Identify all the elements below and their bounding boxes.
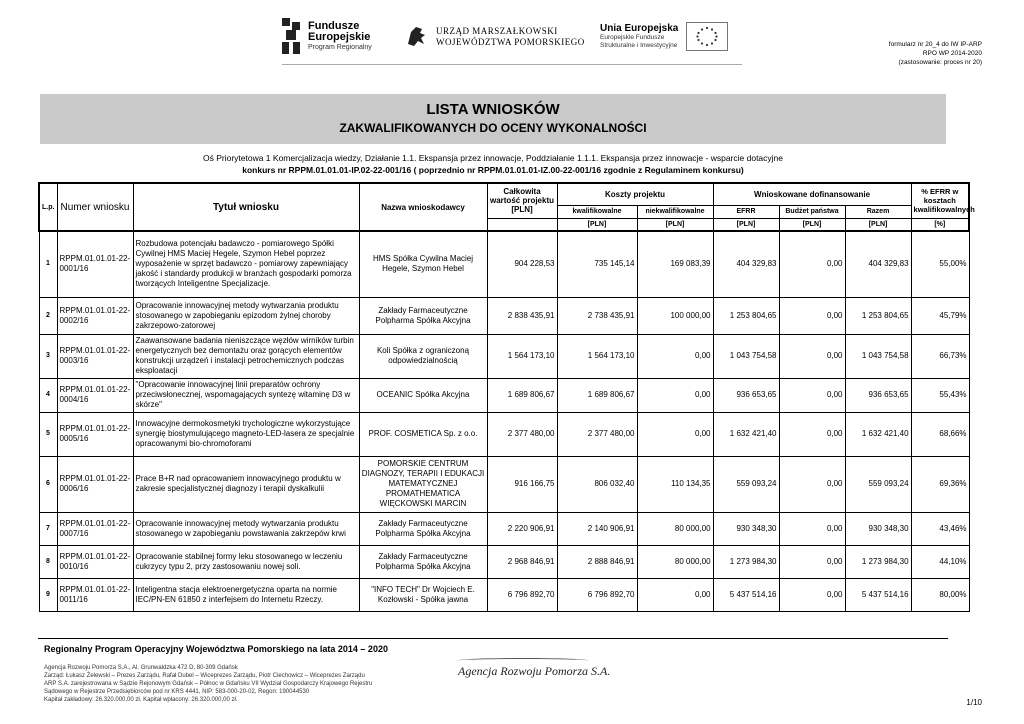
- cell-wartosc: 904 228,53: [487, 231, 557, 297]
- cell-tytul: Opracowanie stabilnej formy leku stosowanego w leczeniu cukrzycy typu 2, przy zastosowaniu nowej soli.: [133, 545, 359, 578]
- footer-line2: Zarząd: Łukasz Żelewski – Prezes Zarządu, Rafał Dubel – Wiceprezes Zarządu, Piotr Ciechowicz – Wiceprezes Zarządu: [44, 673, 365, 679]
- cell-kwal: 806 032,40: [557, 456, 637, 512]
- ue-line1: Unia Europejska: [600, 23, 679, 34]
- unit-budzet: [PLN]: [779, 218, 845, 231]
- header-koszty: Koszty projektu: [557, 183, 713, 205]
- cell-lp: 9: [39, 578, 57, 611]
- cell-procent: 43,46%: [911, 512, 969, 545]
- cell-numer: RPPM.01.01.01-22-0004/16: [57, 378, 133, 412]
- unia-europejska-logo: [600, 22, 728, 51]
- cell-numer: RPPM.01.01.01-22-0011/16: [57, 578, 133, 611]
- cell-efrr: 5 437 514,16: [713, 578, 779, 611]
- cell-tytul: Opracowanie innowacyjnej metody wytwarzania produktu stosowanego w zapobieganiu epizodom żylnej choroby zakrzepowo-zatorowej: [133, 297, 359, 334]
- cell-niekwal: 80 000,00: [637, 545, 713, 578]
- cell-wnioskodawca: POMORSKIE CENTRUM DIAGNOZY, TERAPII I EDUKACJI MATEMATYCZNEJ PROMATHEMATICA WIĘCKOWSKI MARCIN: [359, 456, 487, 512]
- intro-priority-axis: Oś Priorytetowa 1 Komercjalizacja wiedzy, Działanie 1.1. Ekspansja przez innowacje, Poddziałanie 1.1.1. Ekspansja przez innowacje - wsparcie dotacyjne: [202, 153, 784, 163]
- intro-contest-number: konkurs nr RPPM.01.01.01-IP.02-22-001/16 ( poprzednio nr RPPM.01.01.01-IZ.00-22-001/16 zgodnie z Regulaminem konkursu): [242, 165, 744, 175]
- griffin-crest-icon: [404, 24, 430, 50]
- cell-budzet: 0,00: [779, 334, 845, 378]
- cell-efrr: 936 653,65: [713, 378, 779, 412]
- cell-razem: 1 043 754,58: [845, 334, 911, 378]
- cell-wartosc: 2 968 846,91: [487, 545, 557, 578]
- header-lp: L.p.: [39, 183, 57, 231]
- page-title: LISTA WNIOSKÓW: [426, 101, 560, 118]
- intro-text: [40, 152, 946, 176]
- urzad-marszalkowski-logo: [404, 24, 585, 50]
- cell-razem: 404 329,83: [845, 231, 911, 297]
- cell-procent: 45,79%: [911, 297, 969, 334]
- cell-kwal: 735 145,14: [557, 231, 637, 297]
- unit-kwal: [PLN]: [557, 218, 637, 231]
- form-ref-line3: (zastosowanie: proces nr 20): [898, 59, 982, 66]
- form-ref-line2: RPO WP 2014-2020: [922, 50, 982, 57]
- cell-lp: 3: [39, 334, 57, 378]
- footer-line5: Kapitał zakładowy: 26.320.000,00 zł, Kapitał wpłacony: 26.320.000,00 zł.: [44, 697, 238, 703]
- cell-wartosc: 1 564 173,10: [487, 334, 557, 378]
- header-razem: Razem: [845, 205, 911, 218]
- unit-efrr: [PLN]: [713, 218, 779, 231]
- header-budzet: Budżet państwa: [779, 205, 845, 218]
- eu-flag-icon: [686, 22, 728, 51]
- cell-kwal: 2 140 906,91: [557, 512, 637, 545]
- table-row: [39, 456, 969, 512]
- cell-procent: 68,66%: [911, 412, 969, 456]
- cell-niekwal: 0,00: [637, 578, 713, 611]
- cell-procent: 55,43%: [911, 378, 969, 412]
- header-logos: [282, 18, 742, 60]
- cell-budzet: 0,00: [779, 378, 845, 412]
- ue-line3: Strukturalne i Inwestycyjne: [600, 42, 678, 49]
- cell-razem: 1 273 984,30: [845, 545, 911, 578]
- cell-niekwal: 0,00: [637, 334, 713, 378]
- cell-efrr: 1 253 804,65: [713, 297, 779, 334]
- footer-program: Regionalny Program Operacyjny Województwa Pomorskiego na lata 2014 – 2020: [44, 644, 388, 654]
- header-kwalifikowalne: kwalifikowalne: [557, 205, 637, 218]
- cell-efrr: 1 043 754,58: [713, 334, 779, 378]
- page-number: 1/10: [966, 698, 982, 707]
- table-row: [39, 512, 969, 545]
- cell-procent: 69,36%: [911, 456, 969, 512]
- cell-wartosc: 6 796 892,70: [487, 578, 557, 611]
- cell-numer: RPPM.01.01.01-22-0005/16: [57, 412, 133, 456]
- cell-tytul: Rozbudowa potencjału badawczo - pomiarowego Spółki Cywilnej HMS Maciej Hegele, Szymon Hebel poprzez wyposażenie w sprzęt badawczo - pomiarowy zapewniający jakość i standardy produkcji w branżach gospodarki pomorza tworzących Inteligentne Specjalizacje.: [133, 231, 359, 297]
- cell-wartosc: 1 689 806,67: [487, 378, 557, 412]
- cell-lp: 5: [39, 412, 57, 456]
- cell-tytul: Opracowanie innowacyjnej metody wytwarzania produktu stosowanego w zapobieganiu powstawania zakrzepów krwi: [133, 512, 359, 545]
- cell-kwal: 6 796 892,70: [557, 578, 637, 611]
- header-divider: [282, 64, 742, 65]
- cell-numer: RPPM.01.01.01-22-0007/16: [57, 512, 133, 545]
- arp-logo: [458, 664, 610, 679]
- table-row: [39, 297, 969, 334]
- cell-efrr: 404 329,83: [713, 231, 779, 297]
- unit-razem: [PLN]: [845, 218, 911, 231]
- header-wartosc: Całkowita wartość projektu [PLN]: [487, 183, 557, 218]
- cell-wnioskodawca: Zakłady Farmaceutyczne Polpharma Spółka Akcyjna: [359, 512, 487, 545]
- footer-line3: ARP S.A. zarejestrowana w Sądzie Rejonowym Gdańsk – Północ w Gdańsku VII Wydział Gospodarczy Krajowego Rejestru: [44, 681, 373, 687]
- table-body: [39, 231, 969, 611]
- header-numer: Numer wniosku: [57, 183, 133, 231]
- header-dofinansowanie: Wnioskowane dofinansowanie: [713, 183, 911, 205]
- table-row: [39, 545, 969, 578]
- cell-procent: 80,00%: [911, 578, 969, 611]
- cell-kwal: 2 377 480,00: [557, 412, 637, 456]
- cell-wartosc: 2 220 906,91: [487, 512, 557, 545]
- cell-lp: 4: [39, 378, 57, 412]
- header-tytul: Tytuł wniosku: [133, 183, 359, 231]
- form-reference: [889, 40, 982, 67]
- cell-lp: 2: [39, 297, 57, 334]
- cell-niekwal: 80 000,00: [637, 512, 713, 545]
- cell-tytul: Zaawansowane badania nieniszczące węzłów wirników turbin energetycznych bez demontażu oraz gorących elementów konstrukcji urządzeń i instalacji petrochemicznych podczas eksploatacji: [133, 334, 359, 378]
- cell-wnioskodawca: HMS Spółka Cywilna Maciej Hegele, Szymon Hebel: [359, 231, 487, 297]
- unit-wartosc: [487, 218, 557, 231]
- table-row: [39, 578, 969, 611]
- cell-niekwal: 169 083,39: [637, 231, 713, 297]
- footer-divider: [38, 638, 948, 639]
- cell-lp: 7: [39, 512, 57, 545]
- page-subtitle: ZAKWALIFIKOWANYCH DO OCENY WYKONALNOŚCI: [339, 121, 647, 135]
- header-niekwalifikowalne: niekwalifikowalne: [637, 205, 713, 218]
- cell-procent: 44,10%: [911, 545, 969, 578]
- cell-budzet: 0,00: [779, 456, 845, 512]
- footer-line1: Agencja Rozwoju Pomorza S.A., Al. Grunwaldzka 472 D, 80-309 Gdańsk: [44, 665, 238, 671]
- cell-wnioskodawca: Zakłady Farmaceutyczne Polpharma Spółka Akcyjna: [359, 545, 487, 578]
- table-row: [39, 378, 969, 412]
- fe-mark-icon: [282, 18, 302, 54]
- cell-procent: 55,00%: [911, 231, 969, 297]
- cell-tytul: Inteligentna stacja elektroenergetyczna oparta na normie IEC/PN-EN 61850 z interfejsem do Internetu Rzeczy.: [133, 578, 359, 611]
- applications-table: [38, 182, 975, 612]
- unit-niekwal: [PLN]: [637, 218, 713, 231]
- header-efrr: EFRR: [713, 205, 779, 218]
- cell-razem: 930 348,30: [845, 512, 911, 545]
- cell-numer: RPPM.01.01.01-22-0003/16: [57, 334, 133, 378]
- um-line1: URZĄD MARSZAŁKOWSKI: [436, 26, 558, 36]
- arp-swoosh-icon: [458, 658, 588, 663]
- footer-line4: Sądowego w Rejestrze Przedsiębiorców pod nr KRS 4441, NIP: 583-000-20-02, Regon: 190044530: [44, 689, 310, 695]
- cell-lp: 8: [39, 545, 57, 578]
- cell-efrr: 1 632 421,40: [713, 412, 779, 456]
- cell-budzet: 0,00: [779, 512, 845, 545]
- cell-razem: 1 632 421,40: [845, 412, 911, 456]
- cell-budzet: 0,00: [779, 297, 845, 334]
- table-header: [39, 183, 975, 231]
- cell-tytul: Innowacyjne dermokosmetyki trychologiczne wykorzystujące synergię biostymulującego magneto-LED-lasera ze specjalnie opracowanymi bio-chromoforami: [133, 412, 359, 456]
- cell-kwal: 1 689 806,67: [557, 378, 637, 412]
- cell-efrr: 1 273 984,30: [713, 545, 779, 578]
- fe-logo-line1: Fundusze: [308, 19, 360, 32]
- table-row: [39, 412, 969, 456]
- cell-kwal: 2 888 846,91: [557, 545, 637, 578]
- table-row: [39, 334, 969, 378]
- cell-wnioskodawca: PROF. COSMETICA Sp. z o.o.: [359, 412, 487, 456]
- table-row: [39, 231, 969, 297]
- title-band: [40, 94, 946, 144]
- cell-numer: RPPM.01.01.01-22-0006/16: [57, 456, 133, 512]
- cell-razem: 559 093,24: [845, 456, 911, 512]
- cell-kwal: 1 564 173,10: [557, 334, 637, 378]
- cell-kwal: 2 738 435,91: [557, 297, 637, 334]
- cell-budzet: 0,00: [779, 231, 845, 297]
- cell-razem: 5 437 514,16: [845, 578, 911, 611]
- cell-procent: 66,73%: [911, 334, 969, 378]
- cell-budzet: 0,00: [779, 412, 845, 456]
- cell-wnioskodawca: Koli Spółka z ograniczoną odpowiedzialnością: [359, 334, 487, 378]
- unit-procent: [%]: [911, 218, 969, 231]
- cell-tytul: "Opracowanie innowacyjnej linii preparatów ochrony przeciwsłonecznej, wspomagających syntezę witaminę D3 w skórze": [133, 378, 359, 412]
- header-wnioskodawca: Nazwa wnioskodawcy: [359, 183, 487, 231]
- cell-numer: RPPM.01.01.01-22-0001/16: [57, 231, 133, 297]
- cell-wartosc: 916 166,75: [487, 456, 557, 512]
- cell-razem: 936 653,65: [845, 378, 911, 412]
- cell-numer: RPPM.01.01.01-22-0010/16: [57, 545, 133, 578]
- cell-budzet: 0,00: [779, 545, 845, 578]
- cell-efrr: 559 093,24: [713, 456, 779, 512]
- cell-wartosc: 2 377 480,00: [487, 412, 557, 456]
- um-line2: WOJEWÓDZTWA POMORSKIEGO: [436, 37, 585, 47]
- cell-lp: 1: [39, 231, 57, 297]
- cell-niekwal: 0,00: [637, 378, 713, 412]
- footer-company-info: [44, 664, 372, 704]
- ue-line2: Europejskie Fundusze: [600, 34, 665, 41]
- cell-wnioskodawca: "INFO TECH" Dr Wojciech E. Kozłowski - Spółka jawna: [359, 578, 487, 611]
- fe-logo-line2: Europejskie: [308, 30, 371, 43]
- cell-lp: 6: [39, 456, 57, 512]
- cell-budzet: 0,00: [779, 578, 845, 611]
- fundusze-europejskie-logo: [282, 18, 372, 54]
- form-ref-line1: formularz nr 20_4 do IW IP-ARP: [888, 41, 982, 48]
- cell-niekwal: 110 134,35: [637, 456, 713, 512]
- cell-niekwal: 0,00: [637, 412, 713, 456]
- cell-razem: 1 253 804,65: [845, 297, 911, 334]
- cell-wnioskodawca: OCEANIC Spółka Akcyjna: [359, 378, 487, 412]
- arp-logo-text: Agencja Rozwoju Pomorza S.A.: [458, 664, 611, 678]
- cell-efrr: 930 348,30: [713, 512, 779, 545]
- cell-wartosc: 2 838 435,91: [487, 297, 557, 334]
- fe-logo-line3: Program Regionalny: [308, 43, 372, 51]
- cell-tytul: Prace B+R nad opracowaniem innowacyjnego produktu w zakresie specjalistycznej diagnozy i terapii dyskalkulii: [133, 456, 359, 512]
- cell-niekwal: 100 000,00: [637, 297, 713, 334]
- cell-numer: RPPM.01.01.01-22-0002/16: [57, 297, 133, 334]
- cell-wnioskodawca: Zakłady Farmaceutyczne Polpharma Spółka Akcyjna: [359, 297, 487, 334]
- header-procent: % EFRR w kosztach kwalifikowalnych: [911, 183, 969, 218]
